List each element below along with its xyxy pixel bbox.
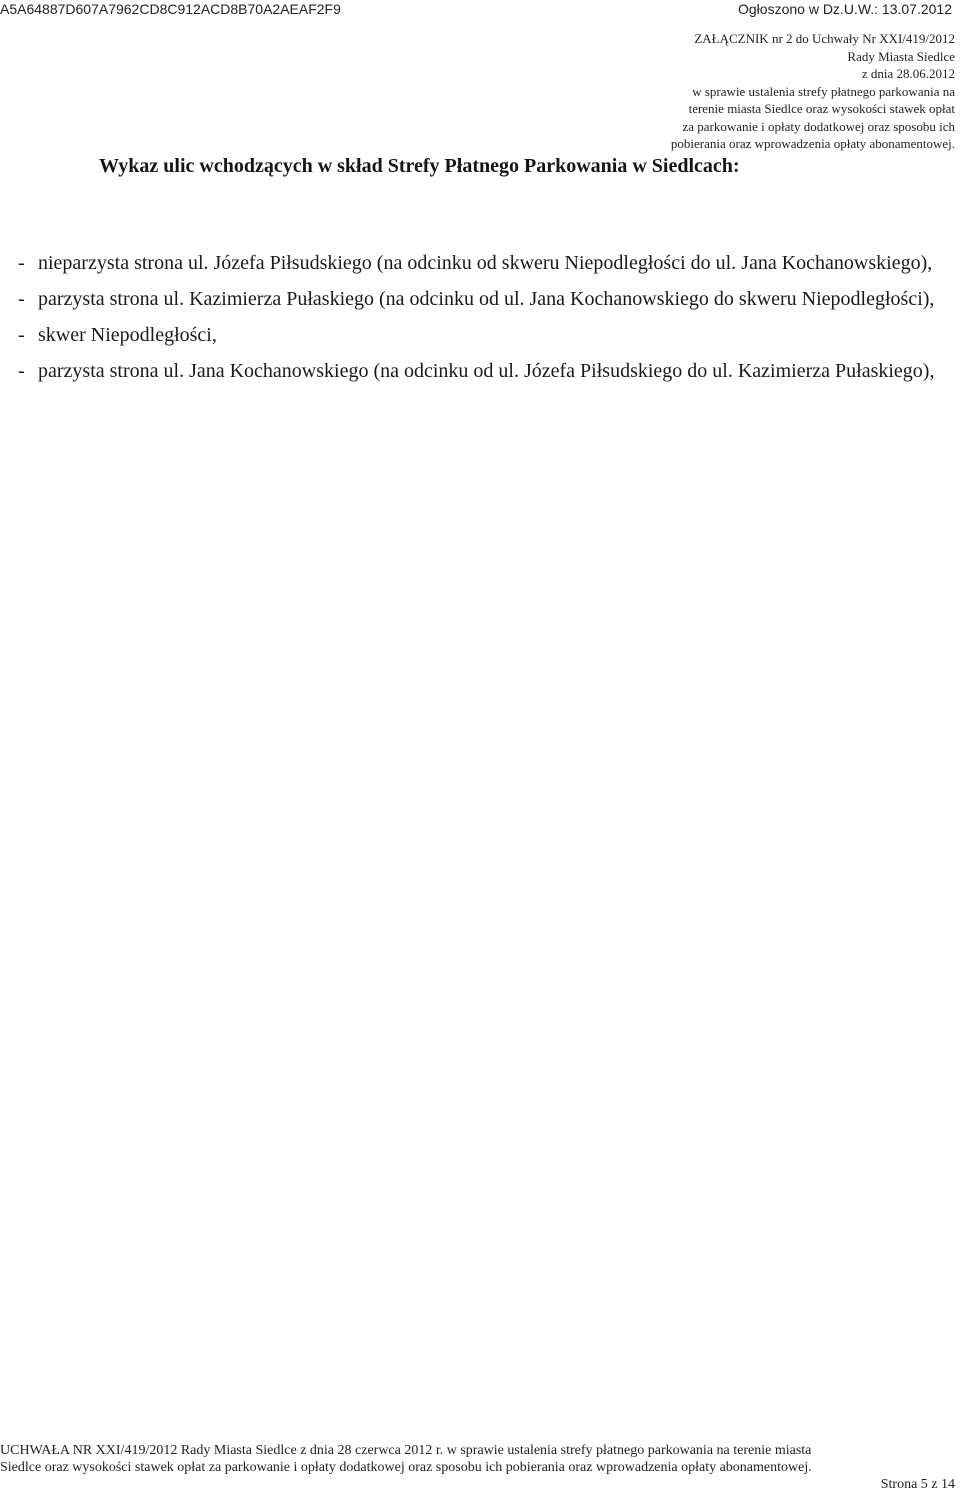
- list-dash: -: [18, 288, 25, 310]
- list-item: [0, 249, 955, 278]
- list-item: [0, 285, 955, 314]
- annex-header: [625, 30, 955, 153]
- street-list: [0, 249, 955, 393]
- list-item-text: nieparzysta strona ul. Józefa Piłsudskiego (na odcinku od skweru Niepodległości do ul. Jana Kochanowskiego),: [38, 252, 933, 274]
- annex-line: Rady Miasta Siedlce: [847, 48, 955, 64]
- annex-line: terenie miasta Siedlce oraz wysokości stawek opłat: [688, 101, 955, 116]
- list-item: [0, 357, 955, 386]
- list-item-text: skwer Niepodległości,: [38, 324, 217, 346]
- annex-line: za parkowanie i opłaty dodatkowej oraz sposobu ich: [682, 118, 955, 134]
- page-title: Wykaz ulic wchodzących w skład Strefy Płatnego Parkowania w Siedlcach:: [99, 155, 740, 177]
- list-item-text: parzysta strona ul. Kazimierza Pułaskiego (na odcinku od ul. Jana Kochanowskiego do skweru Niepodległości),: [38, 288, 935, 310]
- document-id: A5A64887D607A7962CD8C912ACD8B70A2AEAF2F9: [0, 1, 341, 17]
- footer-line: UCHWAŁA NR XXI/419/2012 Rady Miasta Siedlce z dnia 28 czerwca 2012 r. w sprawie ustalenia strefy płatnego parkowania na terenie miasta: [0, 1443, 812, 1458]
- list-item-text: parzysta strona ul. Jana Kochanowskiego (na odcinku od ul. Józefa Piłsudskiego do ul. Kazimierza Pułaskiego),: [38, 360, 935, 382]
- page-number: Strona 5 z 14: [880, 1477, 955, 1492]
- annex-line: pobierania oraz wprowadzenia opłaty abonamentowej.: [670, 136, 955, 151]
- list-item: [0, 321, 955, 350]
- annex-line: w sprawie ustalenia strefy płatnego parkowania na: [692, 83, 955, 99]
- footer-line: Siedlce oraz wysokości stawek opłat za parkowanie i opłaty dodatkowej oraz sposobu ich pobierania oraz wprowadzenia opłaty abonamentowej.: [0, 1460, 812, 1475]
- publication-date: Ogłoszono w Dz.U.W.: 13.07.2012: [738, 1, 952, 17]
- annex-line: z dnia 28.06.2012: [861, 66, 955, 81]
- annex-line: ZAŁĄCZNIK nr 2 do Uchwały Nr XXI/419/2012: [694, 31, 955, 46]
- list-dash: -: [18, 252, 25, 274]
- list-dash: -: [18, 324, 25, 346]
- list-dash: -: [18, 360, 25, 382]
- page-footer: [0, 1442, 955, 1493]
